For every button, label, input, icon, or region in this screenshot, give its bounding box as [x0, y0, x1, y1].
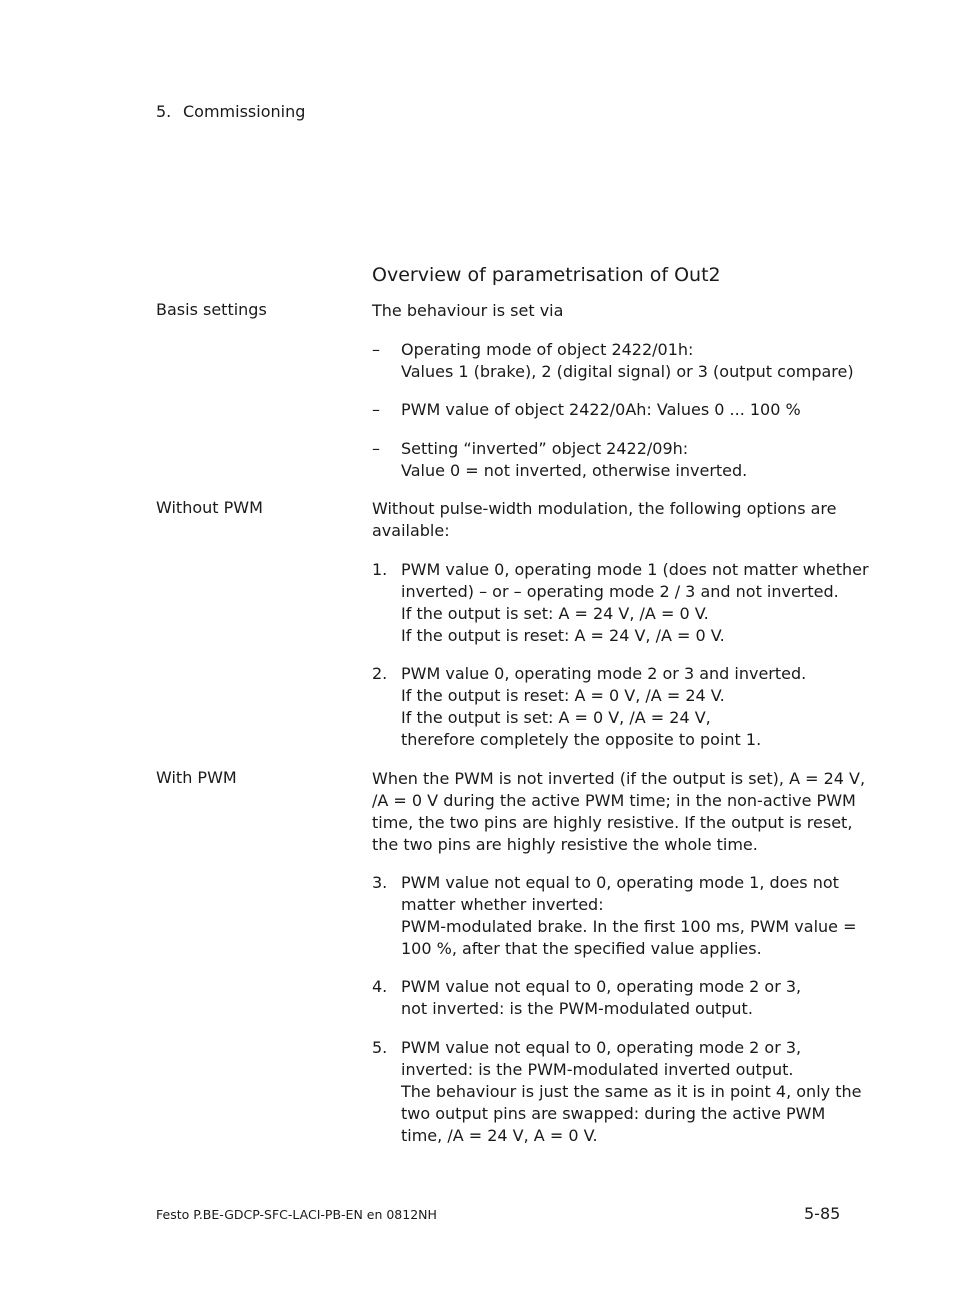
list-item: [372, 399, 847, 421]
chapter-title: Commissioning: [183, 102, 306, 121]
list-item: [372, 339, 854, 383]
chapter-header: [156, 102, 305, 121]
list-item: [372, 559, 869, 647]
without-pwm-intro: [372, 498, 847, 542]
paragraph-line: time, the two pins are highly resistive. If the output is reset,: [372, 813, 853, 832]
paragraph-line: When the PWM is not inverted (if the output is set), A = 24 V,: [372, 769, 866, 788]
list-item: [372, 976, 847, 1020]
list-line: two output pins are swapped: during the active PWM: [401, 1104, 826, 1123]
section-title: Overview of parametrisation of Out2: [372, 264, 721, 286]
list-marker: 3.: [372, 873, 388, 892]
list-line: If the output is reset: A = 24 V, /A = 0 V.: [401, 626, 725, 645]
list-item: [372, 1037, 862, 1147]
list-marker: –: [372, 439, 380, 458]
footer-page-number: 5-85: [804, 1204, 841, 1223]
list-line: PWM-modulated brake. In the first 100 ms, PWM value =: [401, 917, 857, 936]
list-line: Values 1 (brake), 2 (digital signal) or 3 (output compare): [401, 362, 854, 381]
with-pwm-label: With PWM: [156, 768, 237, 787]
list-line: not inverted: is the PWM-modulated output.: [401, 999, 753, 1018]
list-item: [372, 438, 847, 482]
list-line: inverted) – or – operating mode 2 / 3 and not inverted.: [401, 582, 839, 601]
list-line: PWM value not equal to 0, operating mode 2 or 3,: [401, 1038, 802, 1057]
list-line: time, /A = 24 V, A = 0 V.: [401, 1126, 598, 1145]
list-line: PWM value not equal to 0, operating mode 2 or 3,: [401, 977, 802, 996]
list-item: [372, 663, 847, 751]
with-pwm-intro: [372, 768, 866, 856]
list-line: If the output is set: A = 0 V, /A = 24 V,: [401, 708, 711, 727]
list-line: 100 %, after that the specified value applies.: [401, 939, 762, 958]
chapter-number: 5.: [156, 102, 172, 121]
list-line: Setting “inverted” object 2422/09h:: [401, 439, 689, 458]
list-marker: –: [372, 400, 380, 419]
list-line: therefore completely the opposite to point 1.: [401, 730, 762, 749]
list-marker: 5.: [372, 1038, 388, 1057]
list-marker: 1.: [372, 560, 388, 579]
list-line: PWM value of object 2422/0Ah: Values 0 ... 100 %: [401, 400, 801, 419]
list-marker: 4.: [372, 977, 388, 996]
without-pwm-label: Without PWM: [156, 498, 263, 517]
paragraph-line: available:: [372, 521, 450, 540]
paragraph-line: /A = 0 V during the active PWM time; in the non-active PWM: [372, 791, 856, 810]
list-line: PWM value 0, operating mode 2 or 3 and inverted.: [401, 664, 807, 683]
paragraph-line: the two pins are highly resistive the whole time.: [372, 835, 758, 854]
basis-intro: The behaviour is set via: [372, 301, 564, 320]
list-line: matter whether inverted:: [401, 895, 604, 914]
list-line: The behaviour is just the same as it is in point 4, only the: [401, 1082, 862, 1101]
list-line: inverted: is the PWM-modulated inverted output.: [401, 1060, 794, 1079]
list-line: PWM value not equal to 0, operating mode 1, does not: [401, 873, 839, 892]
list-line: PWM value 0, operating mode 1 (does not matter whether: [401, 560, 869, 579]
basis-settings-label: Basis settings: [156, 300, 267, 319]
list-line: Value 0 = not inverted, otherwise inverted.: [401, 461, 748, 480]
paragraph-line: Without pulse-width modulation, the following options are: [372, 499, 837, 518]
list-marker: –: [372, 340, 380, 359]
list-line: If the output is reset: A = 0 V, /A = 24 V.: [401, 686, 725, 705]
footer-doc-reference: Festo P.BE-GDCP-SFC-LACI-PB-EN en 0812NH: [156, 1207, 437, 1222]
list-marker: 2.: [372, 664, 388, 683]
list-item: [372, 872, 857, 960]
list-line: If the output is set: A = 24 V, /A = 0 V.: [401, 604, 709, 623]
list-line: Operating mode of object 2422/01h:: [401, 340, 694, 359]
